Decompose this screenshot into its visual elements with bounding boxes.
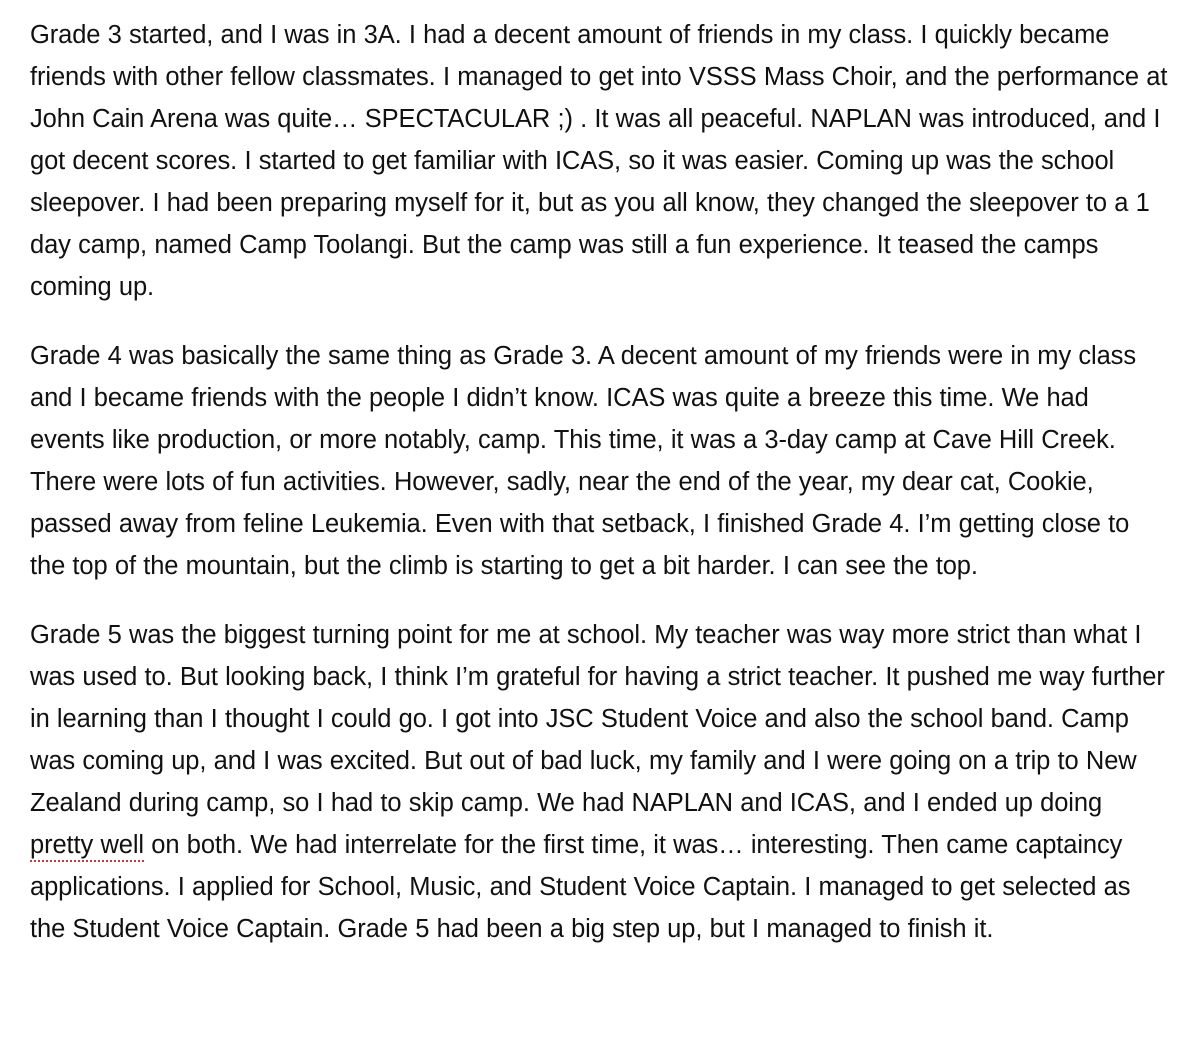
spellcheck-flagged-text[interactable]: pretty well [30, 831, 144, 862]
paragraph-grade-5-text-before: Grade 5 was the biggest turning point for me at school. My teacher was way more strict than what I was used to. But looking back, I think I’m grateful for having a strict teacher. It pushed me way further in learning than I thought I could go. I got into JSC Student Voice and also the school band. Camp was coming up, and I was excited. But out of bad luck, my family and I were going on a trip to New Zealand during camp, so I had to skip camp. We had NAPLAN and ICAS, and I ended up doing [30, 621, 1165, 817]
paragraph-grade-5-text-after: on both. We had interrelate for the first time, it was… interesting. Then came captaincy applications. I applied for School, Music, and Student Voice Captain. I managed to get selected as the Student Voice Captain. Grade 5 had been a big step up, but I managed to finish it. [30, 831, 1131, 943]
paragraph-grade-3: Grade 3 started, and I was in 3A. I had a decent amount of friends in my class. I quickly became friends with other fellow classmates. I managed to get into VSSS Mass Choir, and the performance at John Cain Arena was quite… SPECTACULAR ;) . It was all peaceful. NAPLAN was introduced, and I got decent scores. I started to get familiar with ICAS, so it was easier. Coming up was the school sleepover. I had been preparing myself for it, but as you all know, they changed the sleepover to a 1 day camp, named Camp Toolangi. But the camp was still a fun experience. It teased the camps coming up. [30, 21, 1168, 301]
paragraph-grade-5 [30, 614, 1168, 950]
paragraph-grade-4: Grade 4 was basically the same thing as Grade 3. A decent amount of my friends were in my class and I became friends with the people I didn’t know. ICAS was quite a breeze this time. We had events like production, or more notably, camp. This time, it was a 3-day camp at Cave Hill Creek. There were lots of fun activities. However, sadly, near the end of the year, my dear cat, Cookie, passed away from feline Leukemia. Even with that setback, I finished Grade 4. I’m getting close to the top of the mountain, but the climb is starting to get a bit harder. I can see the top. [30, 342, 1136, 580]
